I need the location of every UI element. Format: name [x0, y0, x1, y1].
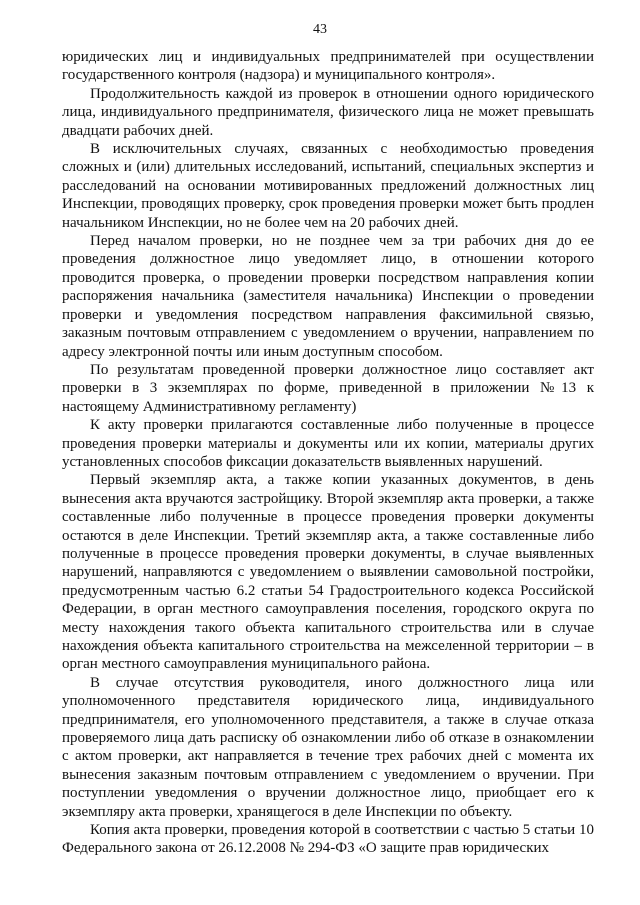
- paragraph-inspection-duration: Продолжительность каждой из проверок в отношении одного юридического лица, индивидуального предпринимателя, физического лица не может превышать двадцати рабочих дней.: [62, 85, 594, 139]
- paragraph-continuation: юридических лиц и индивидуальных предпринимателей при осуществлении государственного контроля (надзора) и муниципального контроля».: [62, 49, 594, 84]
- paragraph-inspection-act: По результатам проведенной проверки должностное лицо составляет акт проверки в 3 экземплярах по форме, приведенной в приложении №13 к настоящему Административному регламенту): [62, 361, 594, 415]
- paragraph-act-copies: Первый экземпляр акта, а также копии указанных документов, в день вынесения акта вручаются застройщику. Второй экземпляр акта проверки, а также составленные либо полученные в процессе проведения проверки документы остаются в деле Инспекции. Третий экземпляр акта, а также составленные либо полученные в процессе проведения проверки документы, в случае выявленных нарушений, направляются с уведомлением о выявлении самовольной постройки, предусмотренным частью 6.2 статьи 54 Градостроительного кодекса Российской Федерации, в орган местного самоуправления поселения, городского округа по месту нахождения такого объекта капитального строительства или в случае нахождения объекта капитального строительства на межселенной территории – в орган местного самоуправления муниципального района.: [62, 472, 594, 673]
- page-number: 43: [313, 22, 327, 37]
- paragraph-act-copy-federal-law: Копия акта проверки, проведения которой в соответствии с частью 5 статьи 10 Федерального закона от 26.12.2008 № 294-ФЗ «О защите прав юридических: [62, 822, 594, 857]
- paragraph-absence-of-representative: В случае отсутствия руководителя, иного должностного лица или уполномоченного представителя юридического лица, индивидуального предпринимателя, его уполномоченного представителя, а также в случае отказа проверяемого лица дать расписку об ознакомлении либо об отказе в ознакомлении с актом проверки, акт направляется в течение трех рабочих дней с момента их вынесения заказным почтовым отправлением с уведомлением о вручении. При поступлении уведомления о вручении должностное лицо, приобщает его к экземпляру акта проверки, хранящегося в деле Инспекции по объекту.: [62, 674, 594, 820]
- paragraph-prior-notification: Перед началом проверки, но не позднее чем за три рабочих дня до ее проведения должностное лицо уведомляет лицо, в отношении которого проводится проверка, о проведении проверки посредством направления копии распоряжения начальника (заместителя начальника) Инспекции о проведении проверки и уведомления посредством направления факсимильной связью, заказным почтовым отправлением с уведомлением о вручении, направлением по адресу электронной почты или иным доступным способом.: [62, 233, 594, 360]
- document-body: [62, 48, 594, 858]
- paragraph-act-attachments: К акту проверки прилагаются составленные либо полученные в процессе проведения проверки материалы и документы или их копии, материалы других установленных способов фиксации доказательств выявленных нарушений.: [62, 417, 594, 470]
- paragraph-exceptional-extension: В исключительных случаях, связанных с необходимостью проведения сложных и (или) длительных исследований, испытаний, специальных экспертиз и расследований на основании мотивированных предложений должностных лиц Инспекции, проводящих проверку, срок проведения проверки может быть продлен начальником Инспекции, но не более чем на 20 рабочих дней.: [62, 141, 594, 231]
